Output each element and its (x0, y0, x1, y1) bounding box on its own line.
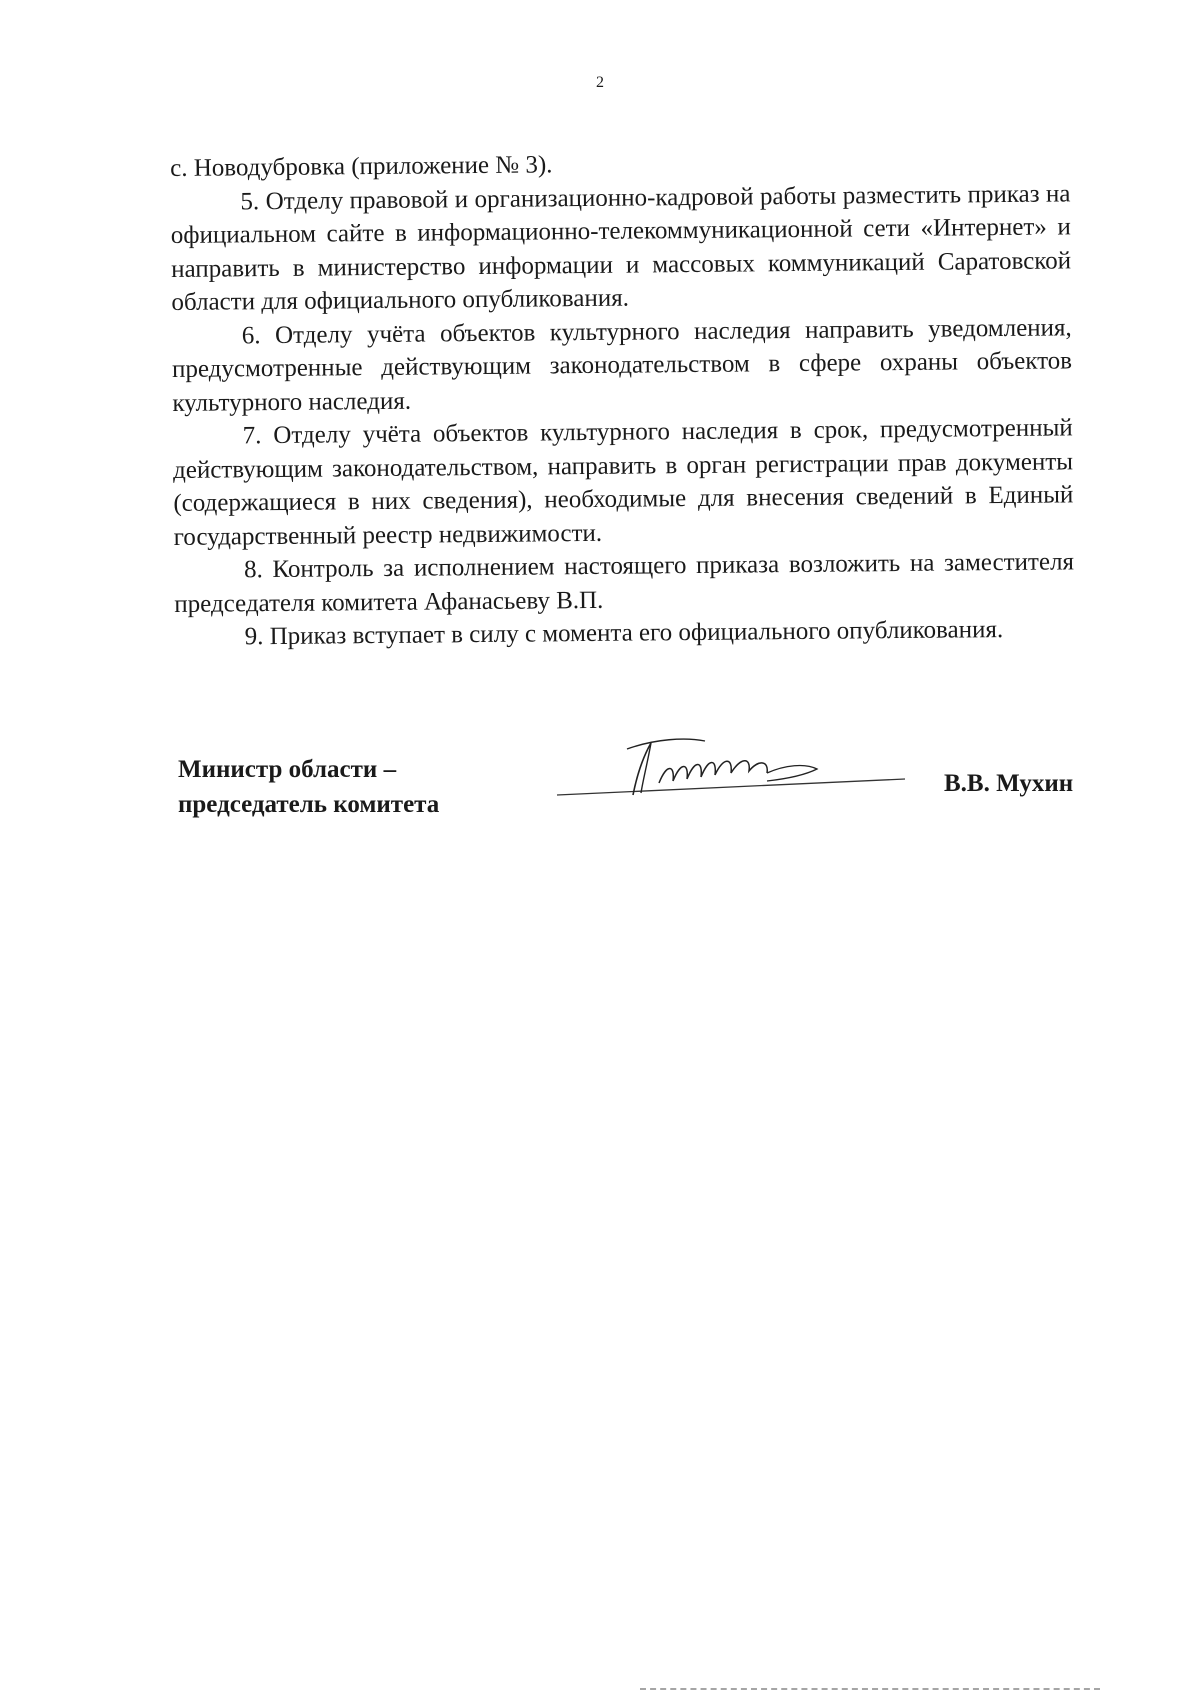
paragraph-item-9: 9. Приказ вступает в силу с момента его официального опубликования. (244, 616, 1004, 651)
signatory-name: В.В. Мухин (944, 770, 1074, 797)
paragraph-item-6: 6. Отделу учёта объектов культурного наследия направить уведомления, предусмотренные действующим законодательством в сфере охраны объектов культурного наследия. (171, 313, 1073, 417)
paragraph-item-5: 5. Отделу правовой и организационно-кадровой работы разместить приказ на официальном сайте в информационно-телекоммуникационной сети «Интернет» и направить в министерство информации и массовых коммуникаций Саратовской области для официального опубликования. (170, 179, 1072, 316)
paragraph-item-8: 8. Контроль за исполнением настоящего приказа возложить на заместителя председателя комитета Афанасьеву В.П. (174, 548, 1075, 618)
scan-edge-marks (640, 1688, 1100, 1694)
handwritten-signature (555, 735, 915, 805)
signatory-position-line-2: председатель комитета (178, 791, 440, 818)
page-number: 2 (596, 74, 604, 91)
document-body (170, 143, 1075, 654)
paragraph-item-7: 7. Отделу учёта объектов культурного наследия в срок, предусмотренный действующим законодательством, направить в орган регистрации прав документы (содержащиеся в них сведения), необходимые для внесения сведений в Единый государственный реестр недвижимости. (172, 414, 1074, 551)
paragraph-continuation: с. Новодубровка (приложение № 3). (170, 151, 553, 182)
signatory-position-line-1: Министр области – (178, 756, 397, 783)
signatory-position (178, 752, 439, 822)
